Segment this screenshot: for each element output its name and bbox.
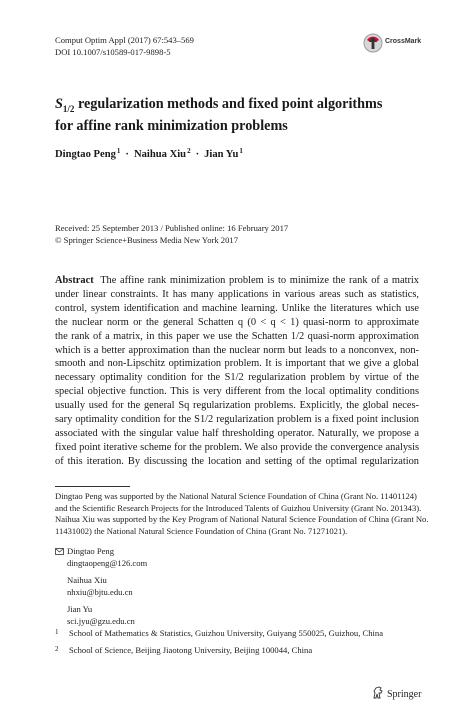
contact-entry	[55, 604, 147, 627]
affiliation-text: School of Mathematics & Statistics, Guizhou University, Guiyang 550025, Guizhou, China	[69, 628, 384, 638]
abstract-line: smooth and non-Lipschitz optimization problem. It is important that we give a global	[55, 358, 419, 370]
journal-header	[55, 35, 194, 58]
publisher-name: Springer	[387, 689, 422, 700]
contact-entry	[55, 546, 147, 569]
author-affiliation-mark: 2	[187, 147, 191, 155]
abstract	[55, 274, 419, 469]
abstract-line: Abstract The affine rank minimization problem is to minimize the rank of a matrix	[55, 275, 419, 286]
author-separator: ·	[125, 149, 129, 160]
affiliation-number: 2	[55, 645, 59, 653]
contact-name: Naihua Xiu	[67, 575, 107, 586]
contact-email[interactable]: nhxiu@bjtu.edu.cn	[67, 586, 133, 597]
publication-dates	[55, 223, 288, 246]
abstract-line: special objective function. This is very different from the local optimality conditions	[55, 386, 419, 398]
abstract-line: under linear constraints. It has many applications in various areas such as statistics,	[55, 288, 419, 300]
abstract-line: the rank of a matrix, in this paper we use the Schatten 1/2 quasi-norm approximation	[55, 330, 419, 342]
crossmark-label: CrossMark	[385, 38, 422, 45]
funding-line: and the Scientific Research Projects for the Introduced Talents of Guizhou University (Grant No. 201343).	[55, 502, 422, 513]
funding-note	[55, 491, 429, 537]
author-separator: ·	[195, 149, 200, 160]
crossmark-icon	[363, 33, 383, 53]
title-line1: regularization methods and fixed point algorithms	[74, 96, 383, 112]
abstract-line: usually used for the general Sq regularization problems. Explicitly, the global neces-	[55, 400, 419, 412]
abstract-line: control, system identification and machine learning. Unlike the literatures which use	[55, 302, 419, 314]
journal-citation: Comput Optim Appl (2017) 67:543–569	[55, 35, 194, 45]
author-affiliation-mark: 1	[239, 147, 243, 155]
abstract-line: sary optimality condition for the S1/2 regularization problem is a fixed point inclusion	[55, 414, 419, 426]
abstract-line: which is a better approximation than the nuclear norm but leads to a nonconvex, non-	[55, 344, 419, 356]
paper-title	[55, 96, 425, 136]
abstract-line: of this iteration. By discussing the location and setting of the optimal regularization	[55, 455, 419, 467]
abstract-label: Abstract	[55, 275, 94, 286]
abstract-line: associated with the singular value half thresholding operator. Naturally, we propose a	[55, 427, 419, 439]
crossmark-badge[interactable]	[363, 33, 423, 55]
abstract-line: the nuclear norm or the general Schatten q (0 < q < 1) quasi-norm to approximate	[55, 316, 419, 328]
copyright: © Springer Science+Business Media New York 2017	[55, 234, 238, 245]
funding-line: Naihua Xiu was supported by the Key Program of National Natural Science Foundation of China (Grant No.	[55, 514, 429, 525]
title-s-symbol: S	[55, 96, 63, 112]
funding-line: 11431002) the National Natural Science Foundation of China (Grant No. 71271021).	[55, 525, 348, 536]
contact-entry	[55, 575, 147, 598]
corresponding-contacts	[55, 546, 147, 634]
title-s-subscript: 1/2	[62, 103, 75, 114]
contact-name: Dingtao Peng	[67, 546, 115, 556]
abstract-line: necessary optimality condition for the S1/2 regularization problem by virtue of the	[55, 372, 419, 384]
received-published: Received: 25 September 2013 / Published online: 16 February 2017	[55, 223, 289, 233]
contact-email[interactable]: sci.jyu@gzu.edu.cn	[67, 615, 135, 626]
affiliation	[55, 645, 312, 655]
author-name[interactable]: Naihua Xiu	[133, 149, 187, 160]
footnote-divider	[55, 486, 130, 487]
doi[interactable]: DOI 10.1007/s10589-017-9898-5	[55, 46, 171, 57]
abstract-line: fixed point iterative scheme for the problem. We also provide the convergence analysis	[55, 441, 419, 453]
author-list	[55, 147, 243, 160]
springer-horse-icon	[372, 686, 384, 699]
affiliation-text: School of Science, Beijing Jiaotong University, Beijing 100044, China	[69, 645, 313, 655]
affiliation-number: 1	[55, 628, 59, 636]
author-name[interactable]: Dingtao Peng	[55, 149, 116, 160]
author-affiliation-mark: 1	[116, 147, 121, 155]
contact-email[interactable]: dingtaopeng@126.com	[67, 557, 148, 568]
author-name[interactable]: Jian Yu	[204, 149, 239, 160]
contact-name: Jian Yu	[67, 604, 93, 615]
publisher-logo	[372, 686, 421, 700]
affiliation	[55, 628, 383, 638]
funding-line: Dingtao Peng was supported by the National Natural Science Foundation of China (Grant No. 11401124)	[55, 491, 417, 501]
title-line2: for affine rank minimization problems	[55, 118, 288, 135]
